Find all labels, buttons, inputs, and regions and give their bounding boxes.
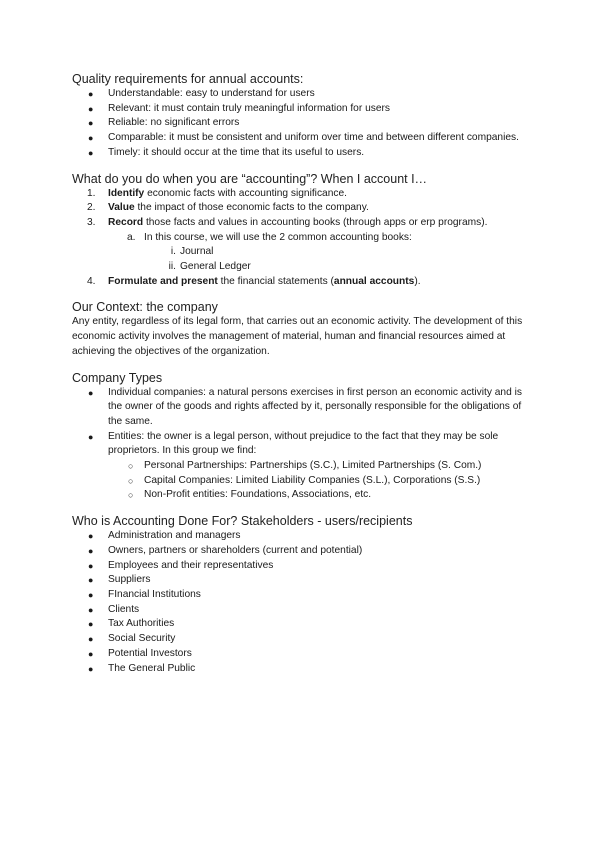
accounting-step-4 [72, 275, 532, 290]
bullet-marker: ● [88, 589, 94, 600]
bullet-marker: ● [88, 663, 94, 674]
bullet-marker: ● [88, 648, 94, 659]
stakeholders-list [72, 529, 532, 676]
types-heading: Company Types [72, 370, 163, 385]
list-item: ● Potential Investors [72, 647, 532, 662]
circle-marker: ○ [128, 490, 134, 501]
list-item: ● FInancial Institutions [72, 588, 532, 603]
list-item: ● Relevant: it must contain truly meaningful information for users [72, 102, 532, 117]
bullet-marker: ● [88, 147, 94, 158]
bullet-marker: ● [88, 634, 94, 645]
list-item: ● Social Security [72, 632, 532, 647]
bullet-marker: ● [88, 575, 94, 586]
list-item: 1. Identify economic facts with accounting significance. [87, 187, 347, 199]
list-item: ● Timely: it should occur at the time that its useful to users. [72, 146, 532, 161]
types-sublist [72, 459, 532, 503]
list-item: ii. General Ledger [168, 261, 251, 273]
list-item: ● The General Public [72, 662, 532, 677]
bullet-marker: ● [88, 103, 94, 114]
list-item: 2. Value the impact of those economic facts to the company. [87, 202, 369, 214]
list-item: a. In this course, we will use the 2 common accounting books: [127, 231, 412, 243]
bullet-marker: ● [88, 89, 94, 99]
accounting-heading: What do you do when you are “accounting”? When I account I… [72, 171, 428, 186]
list-item: ○ Personal Partnerships: Partnerships (S.C.), Limited Partnerships (S. Com.) [72, 459, 532, 474]
list-item: ● Entities: the owner is a legal person, without prejudice to the fact that they may be sole proprietors. In this group we find: [88, 430, 499, 457]
list-item: ○ Capital Companies: Limited Liability Companies (S.L.), Corporations (S.S.) [72, 474, 532, 489]
list-item: 3. Record those facts and values in accounting books (through apps or erp programs). [87, 216, 488, 228]
stakeholders-heading: Who is Accounting Done For? Stakeholders - users/recipients [72, 514, 413, 529]
circle-marker: ○ [128, 461, 134, 472]
bullet-marker: ● [88, 619, 94, 630]
bullet-marker: ● [88, 118, 94, 129]
context-heading: Our Context: the company [72, 300, 218, 315]
bullet-marker: ● [88, 133, 94, 144]
bullet-marker: ● [88, 545, 94, 556]
list-item: 4. Formulate and present the financial statements (annual accounts). [87, 275, 421, 287]
list-item: ● Reliable: no significant errors [72, 116, 532, 131]
quality-heading: Quality requirements for annual accounts: [72, 72, 304, 86]
bullet-marker: ● [88, 431, 94, 442]
list-item: ● Administration and managers [72, 529, 532, 544]
list-item: i. Journal [170, 246, 214, 258]
bullet-marker: ● [88, 387, 94, 398]
bullet-marker: ● [88, 604, 94, 615]
list-item: ● Tax Authorities [72, 617, 532, 632]
accounting-substeps [72, 231, 532, 246]
types-list [72, 386, 532, 460]
list-item: ● Comparable: it must be consistent and uniform over time and between different companies. [72, 131, 532, 146]
list-item: ● Individual companies: a natural persons exercises in first person an economic activity and is the owner of the goods and rights affected by it, personally responsible for the obligations of the same. [88, 386, 522, 427]
list-item: ● Employees and their representatives [72, 559, 532, 574]
circle-marker: ○ [128, 475, 134, 486]
bullet-marker: ● [88, 531, 94, 542]
bullet-marker: ● [88, 560, 94, 571]
list-item: ● Understandable: easy to understand for users [72, 87, 532, 102]
list-item: ● Clients [72, 603, 532, 618]
list-item: ● Suppliers [72, 573, 532, 588]
list-item: ○ Non-Profit entities: Foundations, Associations, etc. [72, 488, 532, 503]
document-content [72, 71, 532, 676]
accounting-books [72, 245, 532, 274]
quality-list [72, 87, 532, 161]
context-paragraph: Any entity, regardless of its legal form, that carries out an economic activity. The development of this economic activity involves the management of material, human and financial resources aimed at achieving the objectives of the organization. [72, 316, 523, 357]
accounting-steps [72, 187, 532, 231]
list-item: ● Owners, partners or shareholders (current and potential) [72, 544, 532, 559]
